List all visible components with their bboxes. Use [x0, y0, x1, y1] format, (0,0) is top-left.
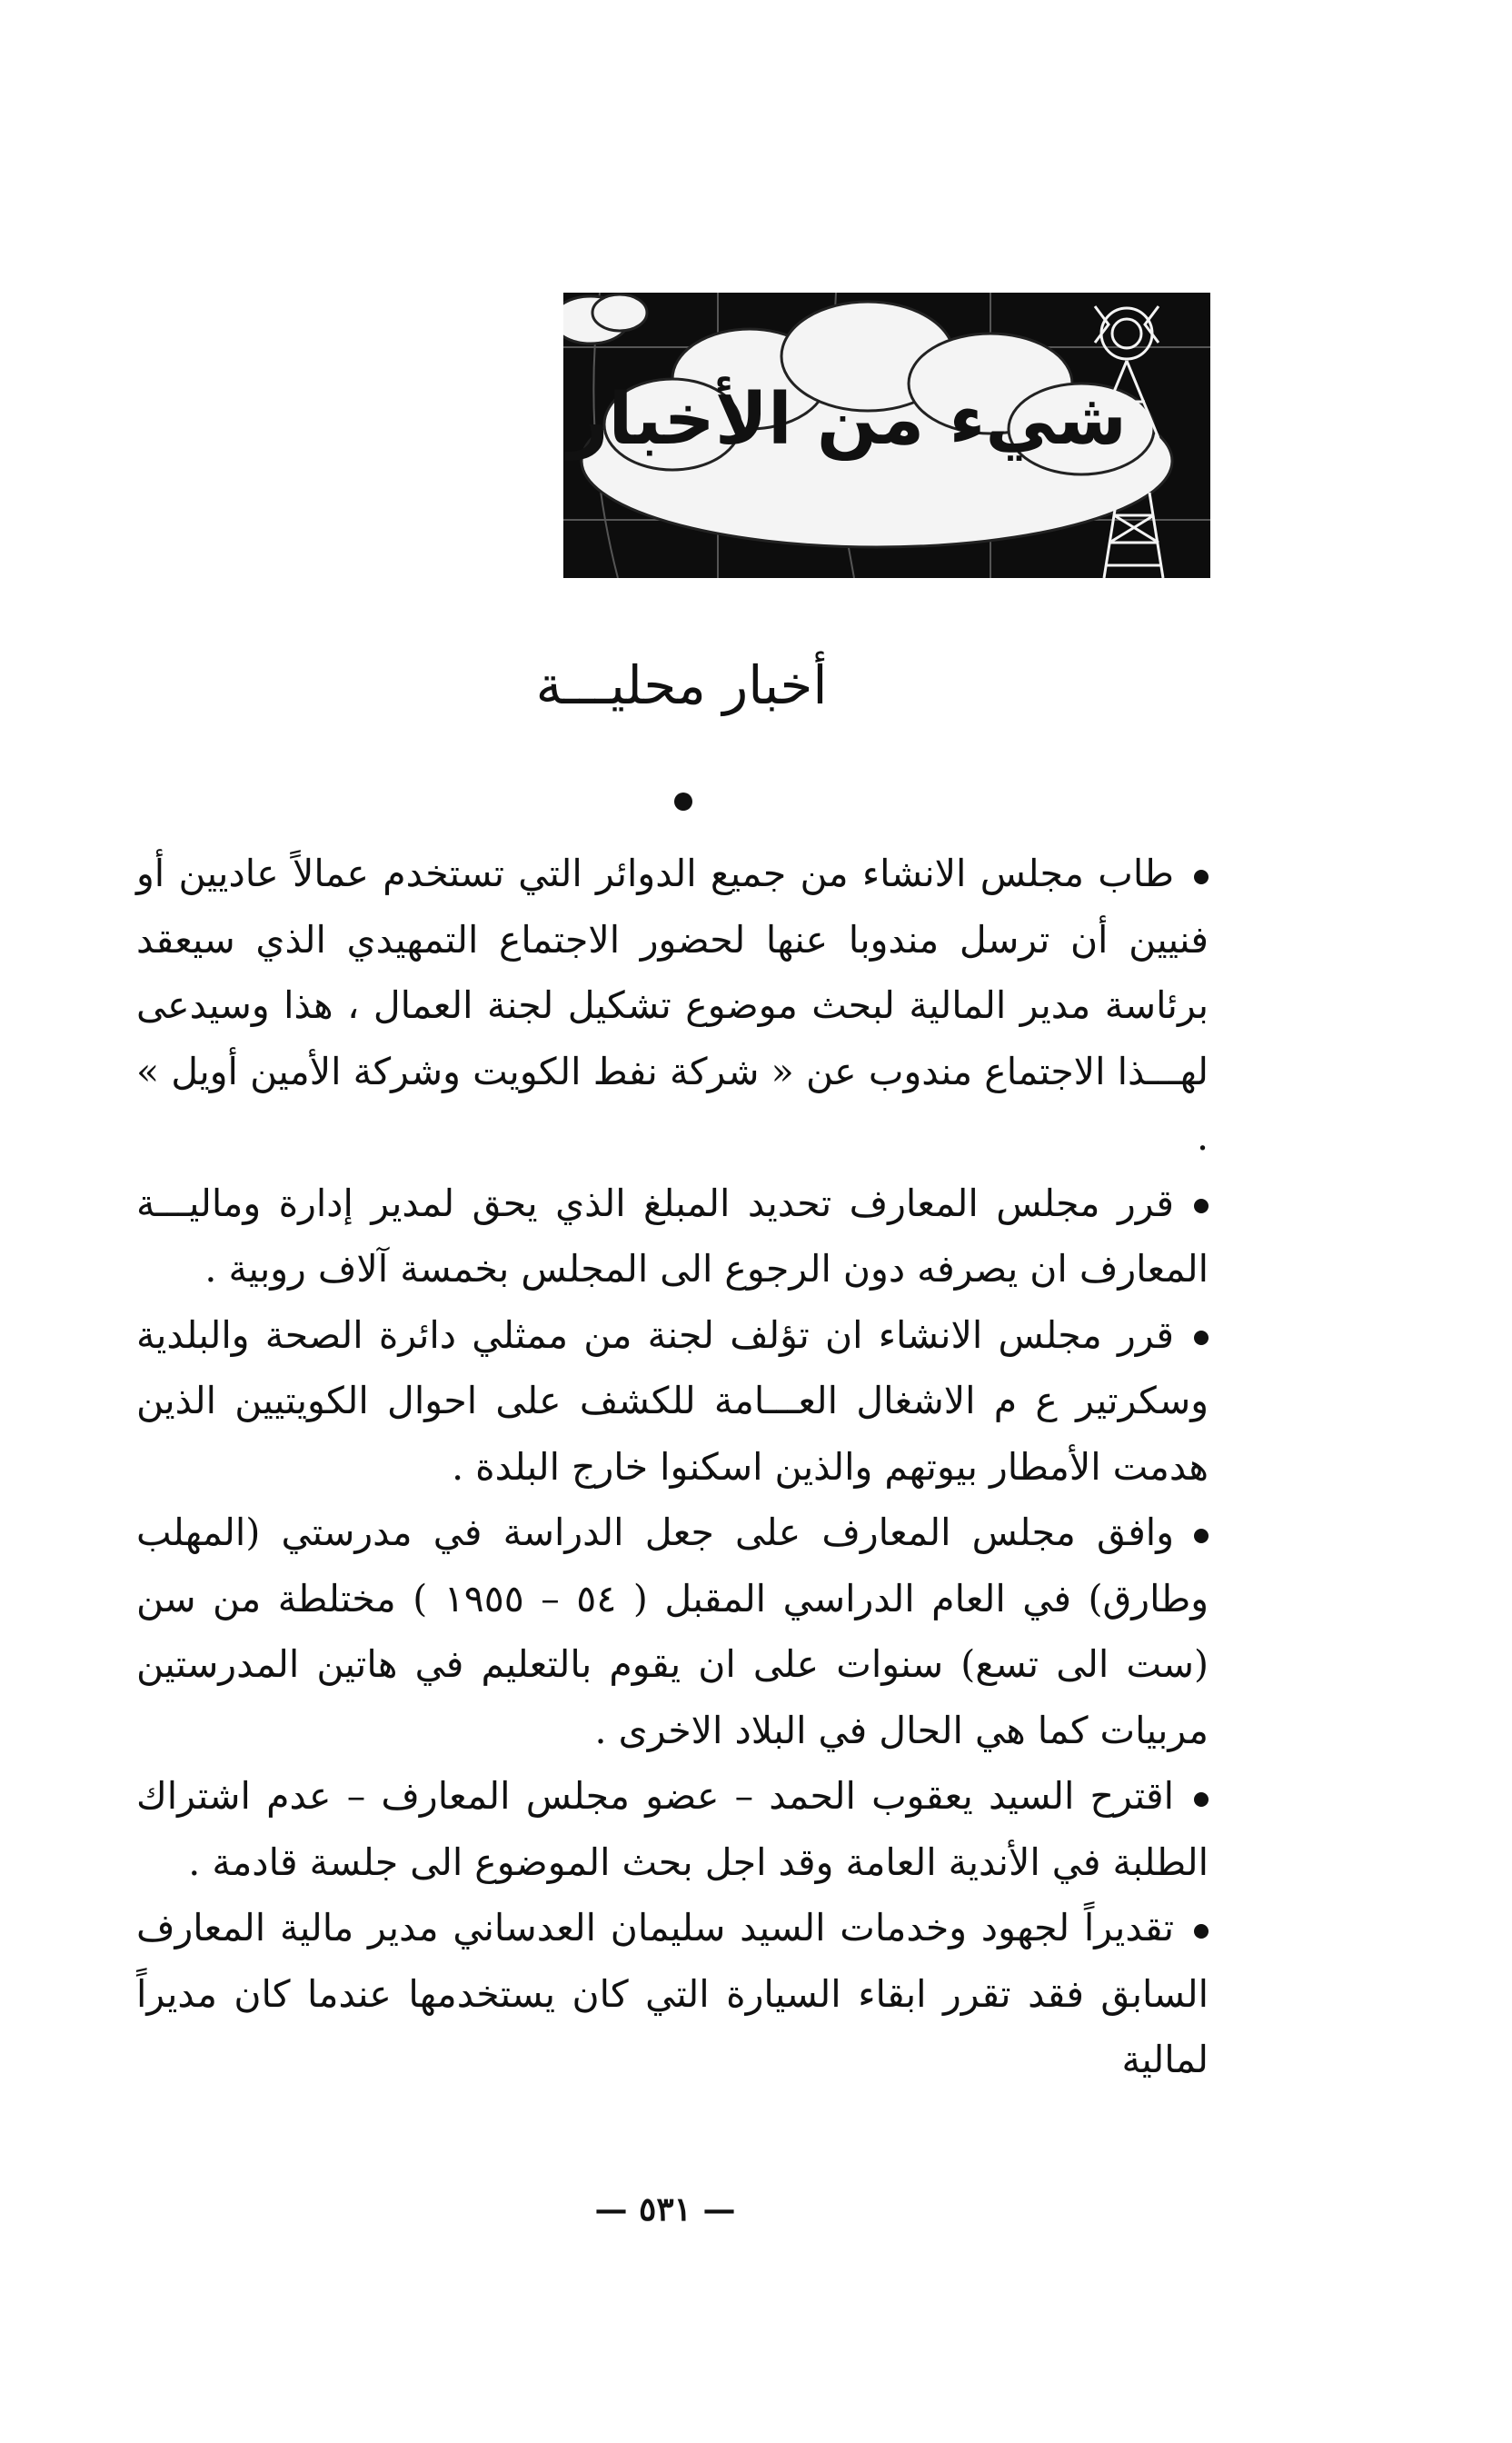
section-dot-icon — [674, 793, 692, 811]
page-number: — ٥٣١ — — [594, 2190, 736, 2229]
news-item-text: طاب مجلس الانشاء من جميع الدوائر التي تستخدم عمالاً عاديين أو فنيين أن ترسل مندوبا عنها لحضور الاجتماع التمهيدي الذي سيعقد برئاسة مدير المالية لبحث موضوع تشكيل لجنة العمال ، هذا وسيدعى لهـــذا الاجتماع مندوب عن « شركة نفط الكويت وشركة الأمين أويل » . — [136, 852, 1209, 1159]
news-item-text: وافق مجلس المعارف على جعل الدراسة في مدرستي (المهلب وطارق) في العام الدراسي المقبل ( ٥٤ – ١٩٥٥ ) مختلطة من سن (ست الى تسع) سنوات على ان يقوم بالتعليم في هاتين المدرستين مربيات كما هي الحال في البلاد الاخرى . — [136, 1511, 1209, 1752]
news-item-text: اقترح السيد يعقوب الحمد – عضو مجلس المعارف – عدم اشتراك الطلبة في الأندية العامة وقد اجل بحث الموضوع الى جلسة قادمة . — [136, 1774, 1209, 1884]
bullet-icon — [1194, 1924, 1209, 1939]
masthead-title: شيء من الأخبار — [567, 379, 1127, 461]
news-item — [136, 1500, 1209, 1763]
bullet-icon — [1194, 1199, 1209, 1213]
news-item — [136, 1171, 1209, 1302]
bullet-icon — [1194, 1331, 1209, 1345]
bullet-icon — [1194, 870, 1209, 884]
bullet-icon — [1194, 1529, 1209, 1543]
news-items — [136, 841, 1209, 2093]
news-item-text: تقديراً لجهود وخدمات السيد سليمان العدساني مدير مالية المعارف السابق فقد تقرر ابقاء السيارة التي كان يستخدمها عندما كان مديراً لمالية — [136, 1906, 1209, 2081]
section-title: أخبار محليـــة — [535, 654, 828, 716]
news-item-text: قرر مجلس المعارف تحديد المبلغ الذي يحق لمدير إدارة وماليـــة المعارف ان يصرفه دون الرجوع الى المجلس بخمسة آلاف روبية . — [136, 1181, 1209, 1291]
news-item — [136, 841, 1209, 1171]
news-item — [136, 1763, 1209, 1895]
bullet-icon — [1194, 1792, 1209, 1807]
news-item — [136, 1895, 1209, 2093]
news-item-text: قرر مجلس الانشاء ان تؤلف لجنة من ممثلي دائرة الصحة والبلدية وسكرتير ع م الاشغال العـــامة للكشف على احوال الكويتيين الذين هدمت الأمطار بيوتهم والذين اسكنوا خارج البلدة . — [136, 1312, 1209, 1489]
masthead-banner — [563, 293, 1210, 578]
news-item — [136, 1302, 1209, 1501]
